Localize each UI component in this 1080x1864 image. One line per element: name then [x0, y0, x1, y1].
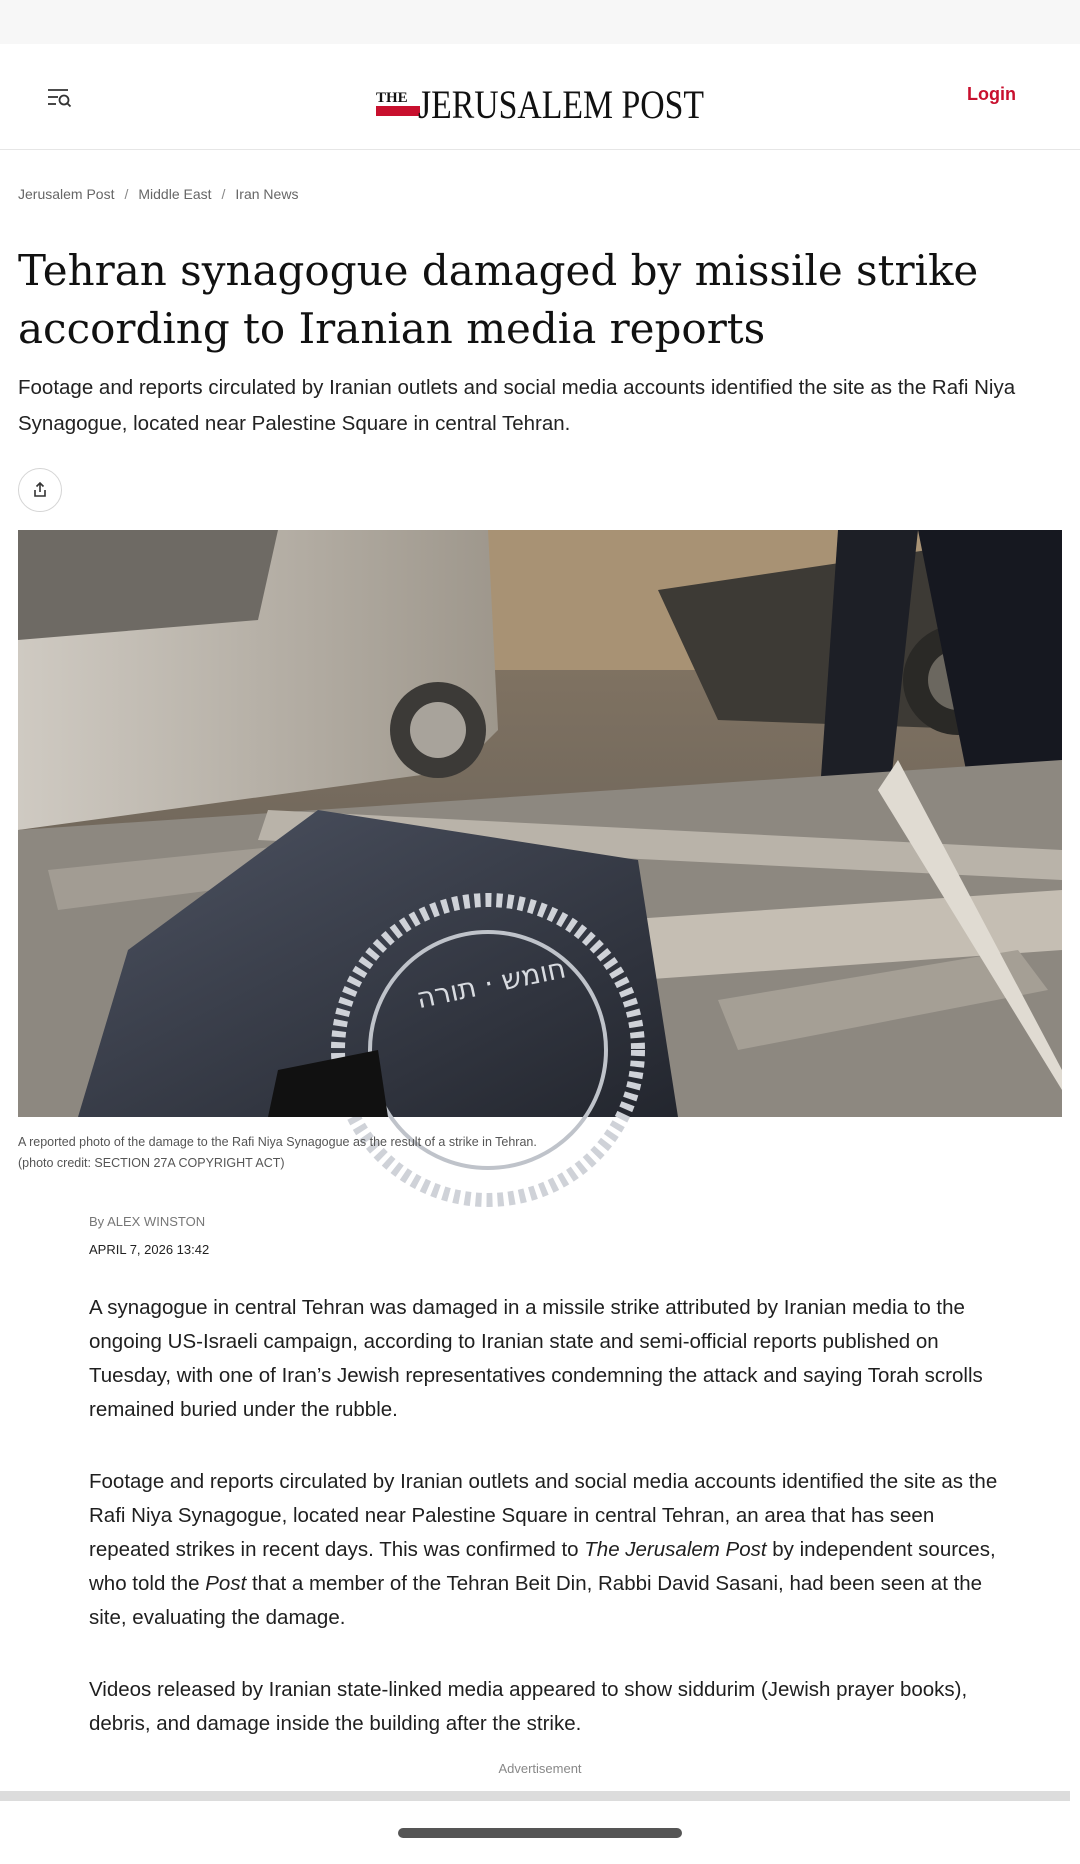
breadcrumb-separator: / — [124, 186, 129, 202]
breadcrumb-item-middle-east[interactable]: Middle East — [138, 186, 212, 202]
advertisement-label: Advertisement — [498, 1761, 582, 1776]
share-button[interactable] — [18, 468, 62, 512]
site-header — [0, 44, 1080, 150]
author-link[interactable]: ALEX WINSTON — [107, 1214, 206, 1229]
headline-line-1: Tehran synagogue damaged by missile strike — [18, 246, 979, 295]
publication-name: The Jerusalem Post — [584, 1538, 767, 1561]
paragraph-2 — [89, 1465, 999, 1635]
breadcrumb-separator: / — [221, 186, 226, 202]
svg-text:JERUSALEM POST: JERUSALEM POST — [418, 82, 704, 127]
paragraph-2-text: Footage and reports circulated by Iranian outlets and social media accounts identified the site as the Rafi Niya Synagogue, located near Palestine Square in central Tehran, an area that has seen repeated strikes in recent days. This was confirmed to — [89, 1470, 998, 1561]
menu-search-icon[interactable] — [42, 84, 76, 110]
photo-caption-block — [18, 1132, 1058, 1174]
paragraph-3: Videos released by Iranian state-linked media appeared to show siddurim (Jewish prayer books), debris, and damage inside the building after the strike. — [89, 1678, 968, 1735]
site-logo[interactable] — [374, 80, 708, 126]
svg-text:חומש · תורה: חומש · תורה — [413, 951, 569, 1016]
article-photo[interactable] — [18, 530, 1062, 1117]
paragraph-2-text: that a member of the Tehran Beit Din, Rabbi David Sasani, had been seen at the site, evaluating the damage. — [89, 1572, 983, 1629]
publish-date: APRIL 7, 2026 13:42 — [89, 1242, 210, 1257]
advertisement-slot[interactable] — [0, 1791, 1070, 1801]
byline-prefix: By — [89, 1214, 105, 1229]
byline — [89, 1214, 205, 1229]
breadcrumb-item-home[interactable]: Jerusalem Post — [18, 186, 115, 202]
publication-short-name: Post — [205, 1572, 247, 1595]
article-body — [89, 1291, 999, 1779]
photo-credit: (photo credit: SECTION 27A COPYRIGHT ACT) — [18, 1156, 285, 1170]
paragraph-2-text: by independent sources, who told the — [89, 1538, 996, 1595]
status-bar — [0, 0, 1080, 44]
article-headline — [18, 242, 1018, 358]
paragraph-1: A synagogue in central Tehran was damaged in a missile strike attributed by Iranian media to the ongoing US-Israeli campaign, according to Iranian state and semi-official reports published on Tuesday, with one of Iran’s Jewish representatives condemning the attack and saying Torah scrolls remained buried under the rubble. — [89, 1296, 983, 1421]
article-subheadline: Footage and reports circulated by Iranian outlets and social media accounts identified the site as the Rafi Niya Synagogue, located near Palestine Square in central Tehran. — [18, 376, 1016, 435]
login-button[interactable]: Login — [967, 84, 1016, 104]
breadcrumb — [18, 186, 298, 202]
home-indicator[interactable] — [398, 1828, 682, 1838]
svg-text:THE: THE — [376, 90, 408, 106]
share-icon — [31, 481, 49, 499]
breadcrumb-item-iran-news[interactable]: Iran News — [235, 186, 299, 202]
photo-caption: A reported photo of the damage to the Rafi Niya Synagogue as the result of a strike in Tehran. — [18, 1135, 537, 1149]
headline-line-2: according to Iranian media reports — [18, 304, 766, 353]
